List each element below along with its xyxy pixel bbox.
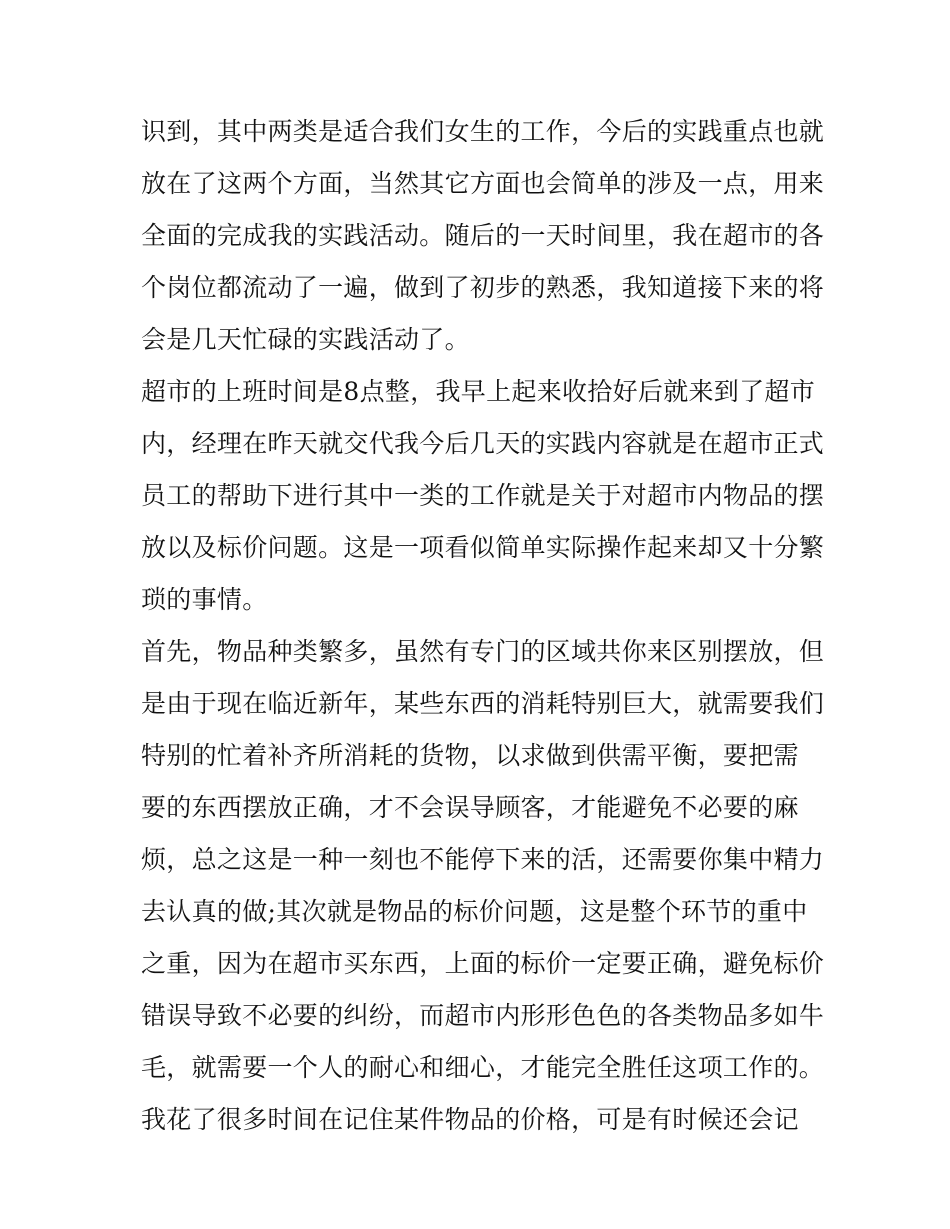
text-line-9: 放以及标价问题。这是一项看似简单实际操作起来却又十分繁: [141, 533, 825, 562]
text-line-14: 要的东西摆放正确，才不会误导顾客，才能避免不必要的麻: [141, 793, 799, 822]
text-line-5: 会是几天忙碌的实践活动了。: [141, 325, 470, 354]
text-line-11: 首先，物品种类繁多，虽然有专门的区域共你来区别摆放，但: [141, 637, 825, 666]
text-line-16: 去认真的做;其次就是物品的标价问题，这是整个环节的重中: [141, 897, 808, 926]
text-line-3: 全面的完成我的实践活动。随后的一天时间里，我在超市的各: [141, 221, 825, 250]
text-line-10: 琐的事情。: [141, 585, 268, 614]
text-line-17: 之重，因为在超市买东西，上面的标价一定要正确，避免标价: [141, 949, 825, 978]
text-line-7: 内，经理在昨天就交代我今后几天的实践内容就是在超市正式: [141, 429, 825, 458]
text-line-19: 毛，就需要一个人的耐心和细心，才能完全胜任这项工作的。: [141, 1053, 825, 1082]
text-line-2: 放在了这两个方面，当然其它方面也会简单的涉及一点，用来: [141, 169, 825, 198]
text-line-18: 错误导致不必要的纠纷，而超市内形形色色的各类物品多如牛: [141, 1001, 825, 1030]
text-line-6: 超市的上班时间是8点整，我早上起来收拾好后就来到了超市: [141, 377, 816, 406]
text-line-13: 特别的忙着补齐所消耗的货物，以求做到供需平衡，要把需: [141, 741, 799, 770]
text-line-4: 个岗位都流动了一遍，做到了初步的熟悉，我知道接下来的将: [141, 273, 825, 302]
text-line-8: 员工的帮助下进行其中一类的工作就是关于对超市内物品的摆: [141, 481, 825, 510]
text-line-1: 识到，其中两类是适合我们女生的工作，今后的实践重点也就: [141, 117, 825, 146]
text-line-20: 我花了很多时间在记住某件物品的价格，可是有时候还会记: [141, 1105, 799, 1134]
document-body-text: [141, 106, 825, 1146]
text-line-15: 烦，总之这是一种一刻也不能停下来的活，还需要你集中精力: [141, 845, 825, 874]
text-line-12: 是由于现在临近新年，某些东西的消耗特别巨大，就需要我们: [141, 689, 825, 718]
